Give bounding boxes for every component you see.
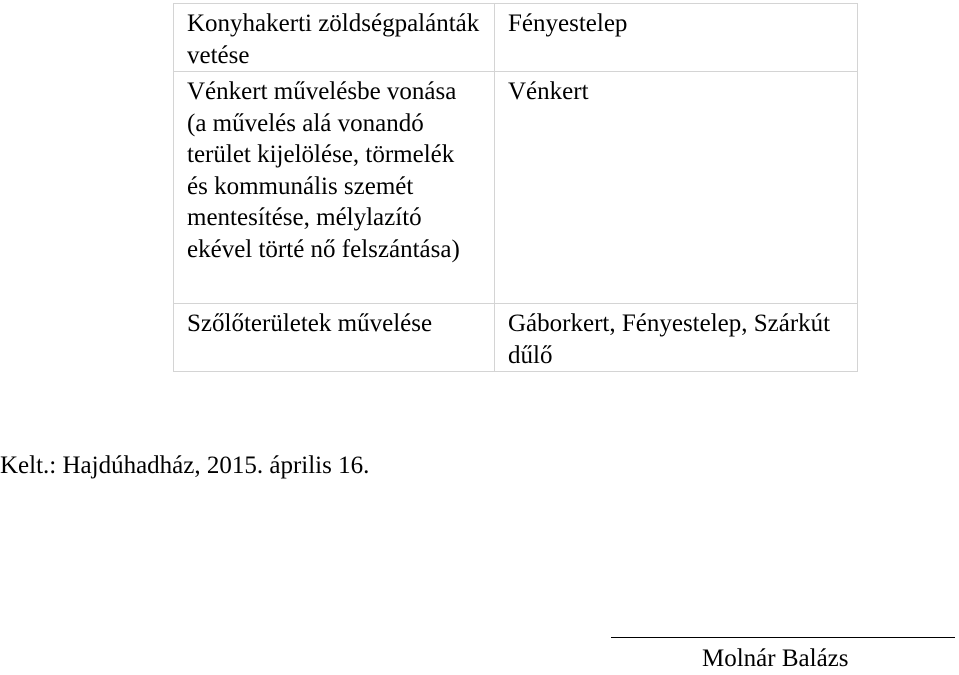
activity-location-table	[173, 3, 858, 372]
table-cell-activity	[174, 72, 495, 304]
table-row	[174, 4, 858, 72]
activity-text: Konyhakerti zöldségpalánták vetése	[187, 10, 480, 69]
activity-text: Vénkert művelésbe vonása (a művelés alá vonandó terület kijelölése, törmelék és kommunális szemét mentesítése, mélylazító ekével törté nő felszántása)	[187, 78, 460, 263]
table-row	[174, 304, 858, 372]
issue-date-line: Kelt.: Hajdúhadház, 2015. április 16.	[0, 452, 370, 479]
table-cell-activity	[174, 4, 495, 72]
signatory-name: Molnár Balázs	[702, 645, 849, 672]
table-cell-location	[495, 304, 858, 372]
activity-text: Szőlőterületek művelése	[187, 310, 433, 337]
signature-line	[611, 637, 955, 638]
location-text: Vénkert	[508, 78, 589, 105]
table-cell-activity	[174, 304, 495, 372]
table-cell-location	[495, 72, 858, 304]
location-text: Gáborkert, Fényestelep, Szárkút dűlő	[508, 310, 831, 369]
table-cell-location	[495, 4, 858, 72]
location-text: Fényestelep	[508, 10, 628, 37]
table-row	[174, 72, 858, 304]
